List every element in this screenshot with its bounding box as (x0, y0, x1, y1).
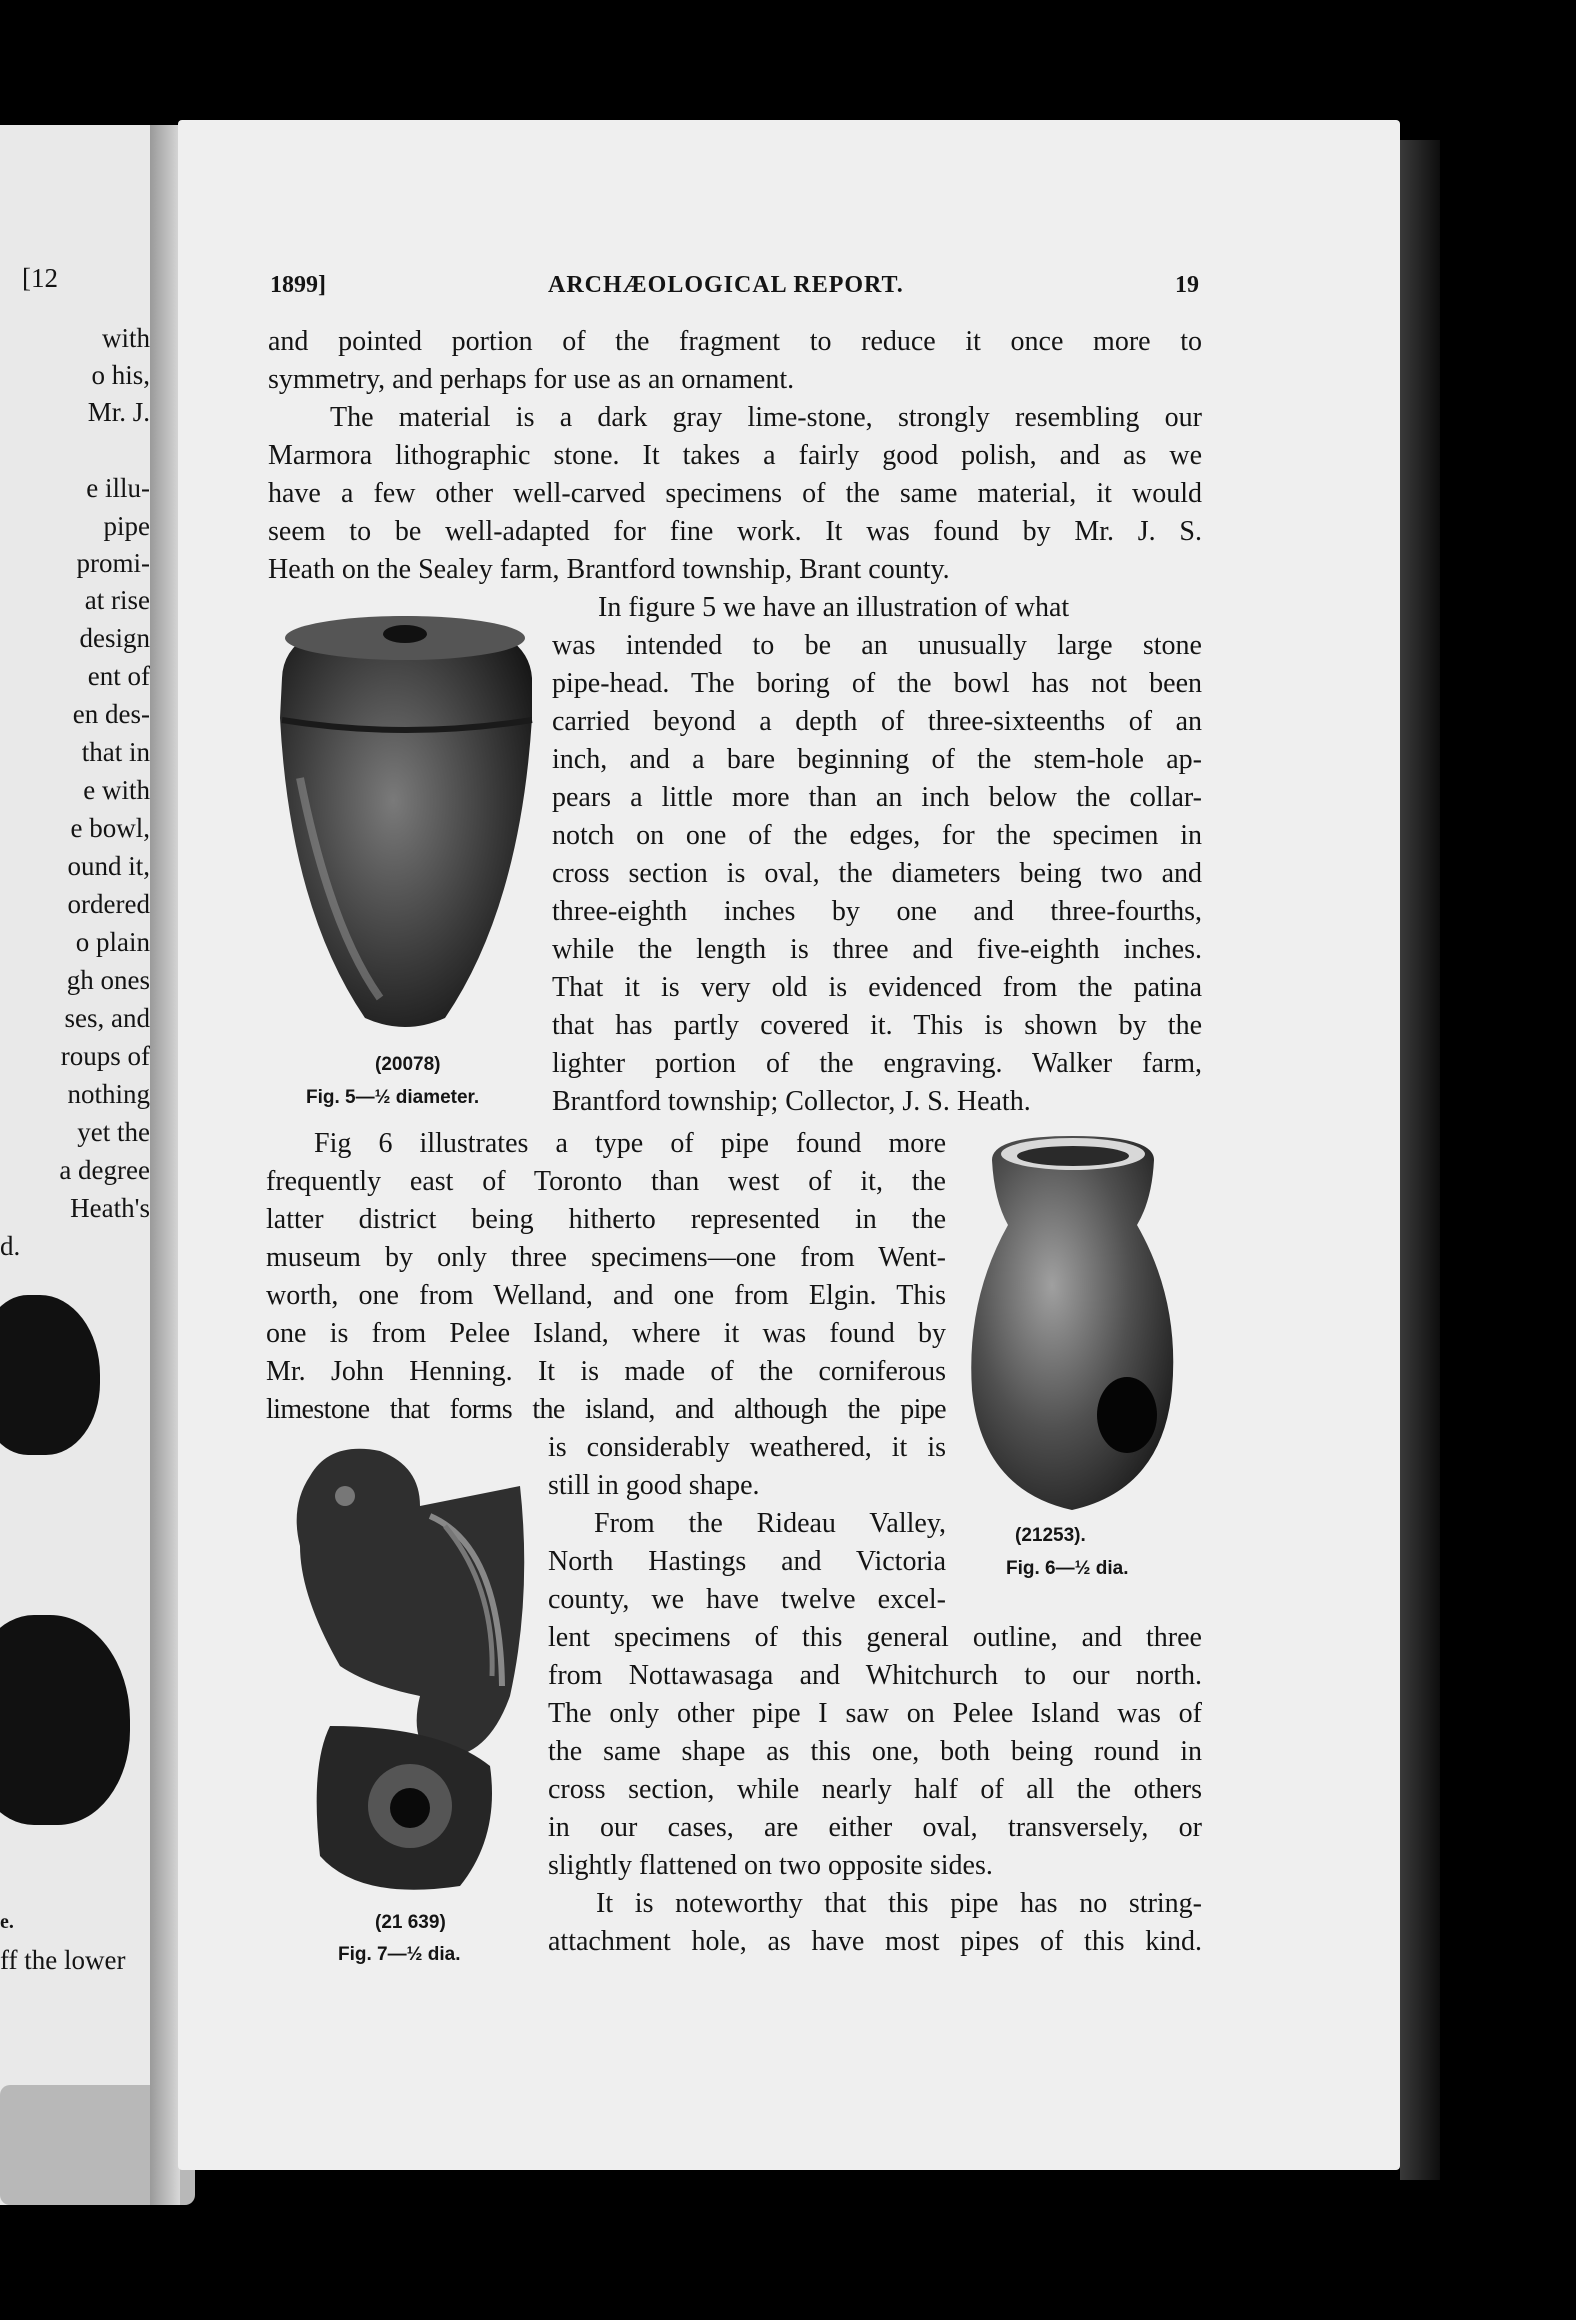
left-page-number: [12 (22, 263, 58, 293)
fig6-pipe-image (962, 1130, 1182, 1520)
text-line: The material is a dark gray lime-stone, strongly resembling our (330, 402, 1202, 433)
left-page-text: o plain (75, 927, 150, 957)
text-line: Mr. John Henning. It is made of the corniferous (266, 1356, 946, 1387)
left-page-text: ordered (67, 889, 150, 919)
book-gutter (150, 125, 180, 2205)
text-line: county, we have twelve excel- (548, 1584, 946, 1615)
text-line: Fig 6 illustrates a type of pipe found more (314, 1128, 946, 1159)
text-line: is considerably weathered, it is (548, 1432, 946, 1463)
text-line: notch on one of the edges, for the specimen in (552, 820, 1202, 851)
text-line: Brantford township; Collector, J. S. Heath. (552, 1086, 1031, 1117)
left-page-text: e bowl, (70, 813, 150, 843)
header-title: ARCHÆOLOGICAL REPORT. (548, 272, 904, 298)
text-line: cross section, while nearly half of all the others (548, 1774, 1202, 1805)
left-page-text: ent of (87, 661, 150, 691)
left-page-text: yet the (77, 1117, 150, 1147)
text-line: while the length is three and five-eighth inches. (552, 934, 1202, 965)
text-line: slightly flattened on two opposite sides. (548, 1850, 993, 1881)
text-line: In figure 5 we have an illustration of what (598, 592, 1070, 623)
text-line: from Nottawasaga and Whitchurch to our north. (548, 1660, 1202, 1691)
text-line: was intended to be an unusually large stone (552, 630, 1202, 661)
left-page-text: Heath's (70, 1193, 150, 1223)
book-page-edge (1400, 140, 1440, 2180)
left-page-text: that in (81, 737, 150, 767)
left-page-text: promi- (76, 548, 150, 578)
text-line: attachment hole, as have most pipes of this kind. (548, 1926, 1202, 1957)
left-page-text: ses, and (64, 1003, 150, 1033)
text-line: inch, and a bare beginning of the stem-hole ap- (552, 744, 1202, 775)
text-line: It is noteworthy that this pipe has no string- (596, 1888, 1202, 1919)
fig5-caption: Fig. 5—½ diameter. (306, 1087, 480, 1108)
left-page-text: e illu- (86, 473, 150, 503)
left-page-text: ound it, (67, 851, 150, 881)
fig7-number: (21 639) (375, 1912, 446, 1933)
left-page-text: Mr. J. (87, 397, 150, 427)
left-page-text: with (101, 323, 150, 353)
fig5-pipe-head-image (270, 608, 540, 1038)
text-line: frequently east of Toronto than west of it, the (266, 1166, 946, 1197)
text-line: cross section is oval, the diameters being two and (552, 858, 1202, 889)
text-line: three-eighth inches by one and three-fourths, (552, 896, 1202, 927)
text-line: museum by only three specimens—one from Went- (266, 1242, 946, 1273)
left-page-text: at rise (84, 585, 150, 615)
left-page-text: gh ones (66, 965, 150, 995)
text-line: carried beyond a depth of three-sixteenths of an (552, 706, 1202, 737)
text-line: Marmora lithographic stone. It takes a fairly good polish, and as we (268, 440, 1202, 471)
text-line: have a few other well-carved specimens of the same material, it would (268, 478, 1202, 509)
text-line: the same shape as this one, both being round in (548, 1736, 1202, 1767)
left-page-pipe-image (0, 1615, 130, 1825)
fig7-caption: Fig. 7—½ dia. (338, 1944, 461, 1965)
fig5-number: (20078) (375, 1054, 441, 1075)
left-page-text: roups of (60, 1041, 150, 1071)
left-page-text: d. (0, 1231, 21, 1261)
text-line: That it is very old is evidenced from the patina (552, 972, 1202, 1003)
left-page-caption: e. (0, 1911, 14, 1933)
text-line: lighter portion of the engraving. Walker farm, (552, 1048, 1202, 1079)
text-line: limestone that forms the island, and although the pipe (266, 1394, 946, 1425)
left-page-text: ff the lower (0, 1945, 126, 1975)
left-page-fragment (0, 125, 150, 2205)
header-page-number: 19 (1175, 272, 1199, 298)
text-line: seem to be well-adapted for fine work. It was found by Mr. J. S. (268, 516, 1202, 547)
text-line: still in good shape. (548, 1470, 760, 1501)
fig7-effigy-pipe-image (270, 1436, 530, 1906)
left-page-text: design (79, 623, 150, 653)
text-line: that has partly covered it. This is shown by the (552, 1010, 1202, 1041)
left-page-text: en des- (72, 699, 150, 729)
left-page-pipe-image (0, 1295, 100, 1455)
text-line: lent specimens of this general outline, and three (548, 1622, 1202, 1653)
left-page-text: e with (83, 775, 150, 805)
text-line: worth, one from Welland, and one from Elgin. This (266, 1280, 946, 1311)
left-page-text: pipe (103, 511, 150, 541)
text-line: North Hastings and Victoria (548, 1546, 946, 1577)
header-year: 1899] (270, 272, 326, 298)
text-line: Heath on the Sealey farm, Brantford township, Brant county. (268, 554, 950, 585)
text-line: latter district being hitherto represented in the (266, 1204, 946, 1235)
text-line: The only other pipe I saw on Pelee Island was of (548, 1698, 1202, 1729)
left-page-text: a degree (59, 1155, 150, 1185)
left-page-text: o his, (91, 360, 150, 390)
fig6-caption: Fig. 6—½ dia. (1006, 1558, 1129, 1579)
text-line: pipe-head. The boring of the bowl has not been (552, 668, 1202, 699)
text-line: symmetry, and perhaps for use as an ornament. (268, 364, 795, 395)
text-line: one is from Pelee Island, where it was found by (266, 1318, 946, 1349)
text-line: pears a little more than an inch below the collar- (552, 782, 1202, 813)
left-page-text: nothing (67, 1079, 150, 1109)
text-line: From the Rideau Valley, (594, 1508, 946, 1539)
fig6-number: (21253). (1015, 1525, 1086, 1546)
text-line: in our cases, are either oval, transversely, or (548, 1812, 1202, 1843)
text-line: and pointed portion of the fragment to reduce it once more to (268, 326, 1202, 357)
